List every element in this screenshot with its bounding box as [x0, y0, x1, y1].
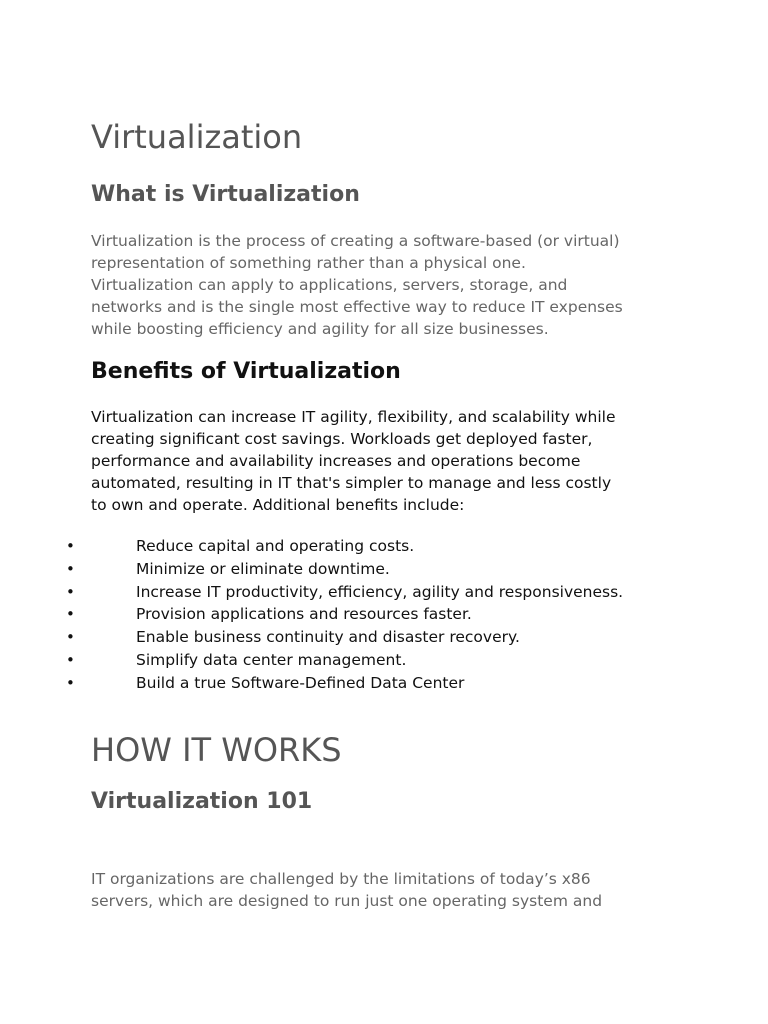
paragraph-line: Virtualization can apply to applications, servers, storage, and	[91, 276, 568, 294]
bullet-icon: •	[66, 628, 75, 647]
list-item-text: Provision applications and resources faster.	[136, 605, 472, 624]
paragraph-line: Virtualization can increase IT agility, flexibility, and scalability while	[91, 408, 616, 426]
list-item	[0, 626, 768, 649]
virtualization-101-paragraph	[91, 868, 691, 912]
list-item	[0, 672, 768, 695]
paragraph-line: servers, which are designed to run just one operating system and	[91, 892, 603, 910]
how-it-works-heading: HOW IT WORKS	[91, 731, 342, 769]
list-item-text: Enable business continuity and disaster recovery.	[136, 628, 520, 647]
what-is-virtualization-heading: What is Virtualization	[91, 182, 360, 207]
paragraph-line: performance and availability increases and operations become	[91, 452, 581, 470]
paragraph-line: automated, resulting in IT that's simpler to manage and less costly	[91, 474, 612, 492]
bullet-icon: •	[66, 605, 75, 624]
paragraph-line: networks and is the single most effective way to reduce IT expenses	[91, 298, 623, 316]
list-item	[0, 535, 768, 558]
bullet-icon: •	[66, 559, 75, 578]
bullet-icon: •	[66, 650, 75, 669]
virtualization-101-heading: Virtualization 101	[91, 789, 313, 814]
paragraph-line: IT organizations are challenged by the limitations of today’s x86	[91, 870, 591, 888]
list-item-text: Minimize or eliminate downtime.	[136, 559, 390, 578]
list-item	[0, 649, 768, 672]
paragraph-line: creating significant cost savings. Workloads get deployed faster,	[91, 430, 593, 448]
benefits-list	[0, 535, 768, 695]
list-item	[0, 603, 768, 626]
list-item-text: Reduce capital and operating costs.	[136, 537, 415, 555]
paragraph-line: Virtualization is the process of creating a software-based (or virtual)	[91, 232, 620, 250]
list-item-text: Increase IT productivity, efficiency, agility and responsiveness.	[136, 582, 624, 601]
benefits-heading: Benefits of Virtualization	[91, 359, 401, 384]
bullet-icon: •	[66, 582, 75, 601]
list-item-text: Simplify data center management.	[136, 650, 407, 669]
bullet-icon: •	[66, 537, 75, 555]
paragraph-line: while boosting efficiency and agility for all size businesses.	[91, 320, 549, 338]
paragraph-line: representation of something rather than a physical one.	[91, 254, 526, 272]
page-title: Virtualization	[91, 118, 303, 156]
list-item	[0, 558, 768, 581]
benefits-paragraph	[91, 406, 691, 516]
list-item-text: Build a true Software-Defined Data Center	[136, 673, 465, 692]
what-is-virtualization-paragraph	[91, 230, 691, 340]
paragraph-line: to own and operate. Additional benefits include:	[91, 496, 465, 514]
bullet-icon: •	[66, 673, 75, 692]
list-item	[0, 581, 768, 604]
